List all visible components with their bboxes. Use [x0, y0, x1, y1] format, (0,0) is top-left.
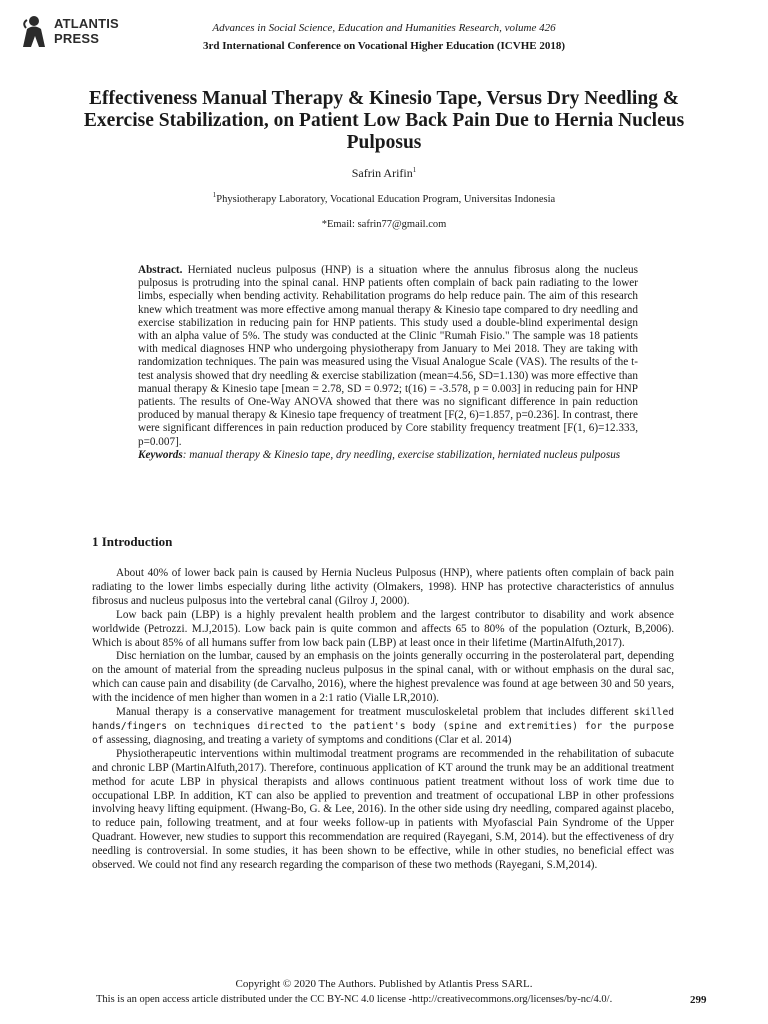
intro-paragraph-4-part-b: skilled hands/fingers on techniques directed to the patient's body (spine and extremities) for the purpose of — [92, 707, 675, 746]
license-notice: This is an open access article distributed under the CC BY-NC 4.0 license -http://creativecommons.org/licenses/by-nc/4.0/. — [96, 994, 613, 1005]
affiliation-superscript: 1 — [212, 191, 217, 199]
intro-paragraph-4-part-a: Manual therapy is a conservative management for treatment musculoskeletal problem that includes different — [116, 706, 629, 719]
copyright-notice: Copyright © 2020 The Authors. Published by Atlantis Press SARL. — [235, 978, 533, 990]
intro-paragraph-1: About 40% of lower back pain is caused by Hernia Nucleus Pulposus (HNP), where patients often complain of back pain radiating to the lower limbs especially during lithe activity (Olmakers, 1998). HNP has protective characteristics of annulus fibrosus and nucleus pulposus into the vertebral canal (Gilroy J, 2000). — [92, 567, 674, 607]
abstract-label: Abstract. — [138, 264, 183, 276]
abstract-text: Herniated nucleus pulposus (HNP) is a situation where the annulus fibrosus along the nucleus pulposus is protruding into the spinal canal. HNP patients often complain of back pain radiating to the lower limbs, especially when bending activity. Rehabilitation programs do help reduce pain. The aim of this research knew which treatment was more effective among manual therapy & Kinesio tape compared to dry needling and exercise stabilization in reducing pain for HNP patients. This study used a double-blind experimental design with an alpha value of 5%. The study was conducted at the Clinic "Rumah Fisio." The sample was 18 patients with medical diagnoses HNP who undergoing physiotherapy from January to Mei 2018. They are taking with randomization techniques. The pain was measured using the Visual Analogue Scale (VAS). The results of the t-test analysis showed that dry needling & exercise stabilization (mean=4.56, SD=1.130) was more effective than manual therapy & Kinesio tape [mean = 2.78, SD = 0.972; t(16) = -3.578, p = 0.003] in reducing pain for HNP patients. The results of One-Way ANOVA showed that there was no significant difference in pain reduction produced by manual therapy & Kinesio tape frequency of treatment [F(2, 6)=1.857, p=0.236]. In contrast, there were significant differences in pain reduction produced by Core stability frequency treatment [F(1, 6)=12.333, p=0.007]. — [138, 264, 638, 448]
logo-line-2: PRESS — [54, 31, 100, 46]
author-line — [0, 166, 768, 181]
affiliation-line — [0, 191, 768, 205]
keywords-text: : manual therapy & Kinesio tape, dry needling, exercise stabilization, herniated nucleus pulposus — [182, 448, 621, 461]
intro-paragraph-4-part-c: assessing, diagnosing, and treating a variety of symptoms and conditions (Clar et al. 2014) — [106, 733, 512, 746]
affiliation: Physiotherapy Laboratory, Vocational Education Program, Universitas Indonesia — [216, 194, 556, 205]
author-superscript: 1 — [412, 166, 417, 174]
intro-paragraph-5: Physiotherapeutic interventions within multimodal treatment programs are recommended in the rehabilitation of subacute and chronic LBP (MartinAlfuth,2017). Therefore, continuous application of KT around the trunk may be an additional treatment method for acute LBP in physical therapists and allows continuous patient treatment without loss of work time due to occupational LBP. In addition, KT can also be applied to prevention and treatment of occupational LBP in other professions involving heavy lifting equipment. (Hwang-Bo, G. & Lee, 2016). In the other side using dry needling, compared against placebo, to reduce pain, following treatment, and at four weeks follow-up in patients with Myofascial Pain Syndrome of the Upper Quadrant. However, new studies to support this recommendation are required (Rayegani, S.M, 2014). but the effectiveness of dry needling is controversial. In some studies, it has been shown to be effective, while in other studies, no beneficial effect was observed. We could not find any research regarding the comparison of these two methods (Rayegani, S.M,2014). — [92, 747, 674, 872]
journal-name: Advances in Social Science, Education and Humanities Research, volume 426 — [212, 22, 556, 34]
paper-title: Effectiveness Manual Therapy & Kinesio Tape, Versus Dry Needling & Exercise Stabilization, on Patient Low Back Pain Due to Hernia Nucleus Pulposus — [83, 88, 685, 153]
keywords-label: Keywords — [138, 448, 183, 461]
author-email: *Email: safrin77@gmail.com — [321, 219, 447, 230]
intro-paragraph-2: Low back pain (LBP) is a highly prevalent health problem and the largest contributor to disability and work absence worldwide (Petrozzi. M.J,2015). Low back pain is quite common and affects 65 to 80% of the population (Ozturk, B,2006). Which is about 85% of all humans suffer from low back pain (LBP) at least once in their lifetime (MartinAlfuth,2017). — [92, 608, 674, 649]
abstract — [138, 264, 638, 462]
intro-paragraph-4 — [92, 706, 674, 748]
intro-paragraph-3: Disc herniation on the lumbar, caused by an emphasis on the joints generally occurring in the posterolateral part, depending on the amount of material from the spreading nucleus pulposus in the spinal canal, with or without emphasis on the dural sac, which can cause pain and disability (de Carvalho, 2016), where the highest prevalence was found at age between 30 and 50 years, with the incidence of men higher than women in a 2:1 ratio (Vialle LR,2010). — [92, 650, 674, 705]
conference-name: 3rd International Conference on Vocational Higher Education (ICVHE 2018) — [203, 40, 565, 52]
abstract-paragraph — [138, 264, 638, 449]
page-number: 299 — [690, 994, 707, 1006]
logo-line-1: ATLANTIS — [54, 16, 119, 31]
author-name: Safrin Arifin — [351, 166, 413, 180]
introduction-body — [92, 567, 674, 873]
keywords — [138, 449, 638, 462]
section-heading-introduction: 1 Introduction — [92, 534, 173, 549]
